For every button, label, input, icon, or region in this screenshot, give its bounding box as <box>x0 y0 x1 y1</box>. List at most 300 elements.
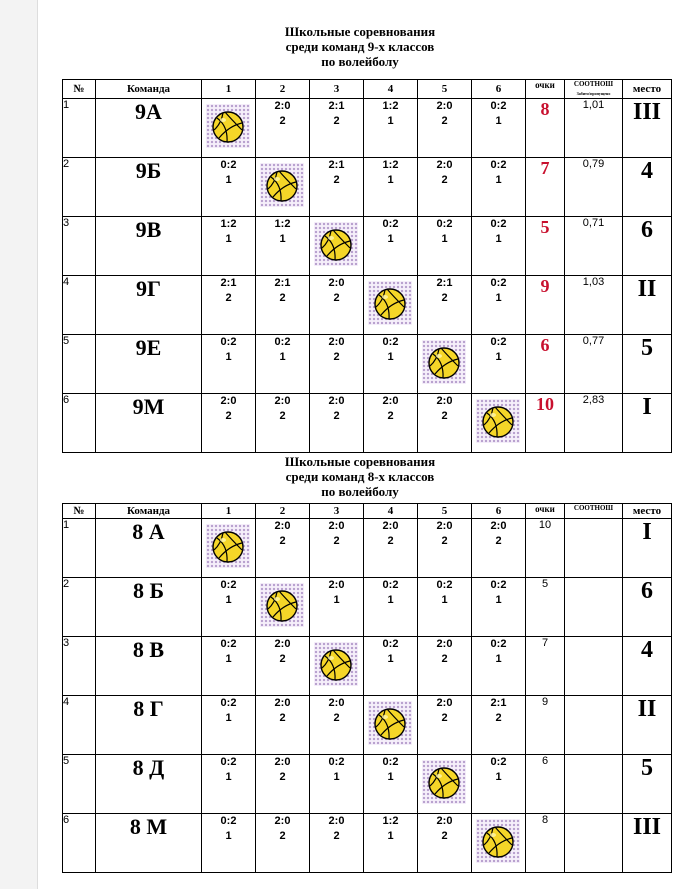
match-score: 2:0 <box>436 697 453 709</box>
match-score-cell <box>364 637 418 696</box>
row-number: 3 <box>63 217 96 276</box>
table-row <box>63 696 672 755</box>
match-score: 0:2 <box>490 159 507 171</box>
final-place: I <box>623 519 672 578</box>
match-score: 2:0 <box>436 520 453 532</box>
table-row <box>63 519 672 578</box>
self-match-cell <box>364 696 418 755</box>
match-score-cell <box>202 578 256 637</box>
match-points: 1 <box>225 594 232 606</box>
match-points: 2 <box>441 653 448 665</box>
self-match-cell <box>310 217 364 276</box>
match-points: 1 <box>495 771 502 783</box>
title-line: Школьные соревнования <box>284 454 436 469</box>
total-points: 5 <box>526 217 565 276</box>
header-col-2 <box>256 504 310 519</box>
row-number: 6 <box>63 394 96 453</box>
total-points: 10 <box>526 519 565 578</box>
header-col-5 <box>418 80 472 99</box>
title-line: среди команд 9-х классов <box>285 39 435 54</box>
match-score-cell <box>364 578 418 637</box>
match-score: 2:0 <box>328 697 345 709</box>
header-ratio <box>565 80 623 99</box>
match-score: 0:2 <box>382 638 399 650</box>
match-score: 0:2 <box>490 579 507 591</box>
match-score: 1:2 <box>382 159 399 171</box>
match-score: 0:2 <box>490 638 507 650</box>
match-score: 2:1 <box>220 277 237 289</box>
table-row <box>63 637 672 696</box>
final-place: 5 <box>623 755 672 814</box>
volleyball-icon <box>260 163 304 207</box>
match-points: 1 <box>387 351 394 363</box>
match-points: 1 <box>333 771 340 783</box>
match-score-cell <box>202 696 256 755</box>
table1-standings <box>62 79 672 453</box>
table-row <box>63 335 672 394</box>
row-number: 1 <box>63 99 96 158</box>
match-points: 2 <box>387 410 394 422</box>
header-col-4 <box>364 80 418 99</box>
match-points: 2 <box>279 771 286 783</box>
match-score: 0:2 <box>490 336 507 348</box>
match-score-cell <box>418 578 472 637</box>
match-score: 0:2 <box>220 159 237 171</box>
volleyball-icon <box>314 642 358 686</box>
header-num <box>63 80 96 99</box>
header-place-label: место <box>632 82 662 95</box>
match-points: 2 <box>279 830 286 842</box>
match-score: 1:2 <box>274 218 291 230</box>
header-col-2 <box>256 80 310 99</box>
table-row <box>63 276 672 335</box>
volleyball-icon <box>260 583 304 627</box>
match-points: 1 <box>279 233 286 245</box>
match-score: 2:0 <box>328 395 345 407</box>
match-points: 1 <box>279 351 286 363</box>
match-score: 2:0 <box>436 395 453 407</box>
team-name: 8 Д <box>96 755 202 814</box>
match-score: 0:2 <box>220 815 237 827</box>
header-col-5 <box>418 504 472 519</box>
match-points: 2 <box>225 292 232 304</box>
final-place: III <box>623 814 672 873</box>
match-score: 0:2 <box>490 756 507 768</box>
match-score-cell <box>418 276 472 335</box>
header-col-3 <box>310 504 364 519</box>
match-points: 1 <box>495 653 502 665</box>
header-col-1 <box>202 80 256 99</box>
row-number: 5 <box>63 755 96 814</box>
match-points: 1 <box>225 712 232 724</box>
header-col-6 <box>472 80 526 99</box>
match-points: 2 <box>441 830 448 842</box>
match-score: 0:2 <box>220 638 237 650</box>
match-score: 2:1 <box>328 100 345 112</box>
match-points: 2 <box>333 292 340 304</box>
match-score-cell <box>202 158 256 217</box>
match-score: 0:2 <box>382 336 399 348</box>
team-name: 9Г <box>96 276 202 335</box>
match-score-cell <box>256 814 310 873</box>
match-score: 2:0 <box>328 336 345 348</box>
header-row <box>63 80 672 99</box>
match-score: 0:2 <box>382 579 399 591</box>
match-score: 2:0 <box>274 395 291 407</box>
match-points: 2 <box>279 115 286 127</box>
header-row <box>63 504 672 519</box>
final-place: 6 <box>623 217 672 276</box>
header-col-6 <box>472 504 526 519</box>
match-score: 0:2 <box>220 336 237 348</box>
match-score-cell <box>256 755 310 814</box>
match-score: 2:1 <box>436 277 453 289</box>
match-score-cell <box>364 217 418 276</box>
row-number: 4 <box>63 276 96 335</box>
set-ratio <box>565 814 623 873</box>
match-score-cell <box>472 755 526 814</box>
match-score-cell <box>256 394 310 453</box>
table-row <box>63 578 672 637</box>
set-ratio: 0,77 <box>565 335 623 394</box>
header-col-6-label: 6 <box>495 82 502 95</box>
row-number: 2 <box>63 158 96 217</box>
header-col-3-label: 3 <box>333 504 340 517</box>
match-points: 1 <box>495 594 502 606</box>
match-points: 1 <box>387 771 394 783</box>
table-row <box>63 217 672 276</box>
match-points: 1 <box>495 115 502 127</box>
match-score-cell <box>310 519 364 578</box>
match-score-cell <box>202 335 256 394</box>
match-score-cell <box>364 394 418 453</box>
header-col-4-label: 4 <box>387 82 394 95</box>
table-row <box>63 158 672 217</box>
match-score-cell <box>256 335 310 394</box>
header-ratio-label: СООТНОШ <box>573 504 614 512</box>
table-row <box>63 99 672 158</box>
self-match-cell <box>310 637 364 696</box>
match-points: 1 <box>387 233 394 245</box>
header-col-5-label: 5 <box>441 82 448 95</box>
header-place <box>623 504 672 519</box>
set-ratio <box>565 755 623 814</box>
match-score: 0:2 <box>382 218 399 230</box>
match-score: 2:0 <box>274 638 291 650</box>
match-score-cell <box>472 158 526 217</box>
match-points: 2 <box>333 712 340 724</box>
match-score-cell <box>364 755 418 814</box>
match-score-cell <box>310 276 364 335</box>
match-score: 2:0 <box>274 100 291 112</box>
match-points: 2 <box>495 712 502 724</box>
final-place: 6 <box>623 578 672 637</box>
header-points <box>526 80 565 99</box>
header-team-label: Команда <box>126 504 171 517</box>
match-score: 2:0 <box>382 520 399 532</box>
set-ratio: 1,01 <box>565 99 623 158</box>
match-points: 2 <box>441 174 448 186</box>
total-points: 10 <box>526 394 565 453</box>
match-score-cell <box>202 217 256 276</box>
header-ratio-sub: Забито/пропущено <box>576 91 611 96</box>
match-score-cell <box>202 394 256 453</box>
volleyball-icon <box>368 701 412 745</box>
match-points: 2 <box>495 535 502 547</box>
match-points: 2 <box>441 115 448 127</box>
title-line: среди команд 8-х классов <box>285 469 435 484</box>
self-match-cell <box>256 158 310 217</box>
match-score: 2:0 <box>220 395 237 407</box>
team-name: 8 Г <box>96 696 202 755</box>
self-match-cell <box>364 276 418 335</box>
final-place: I <box>623 394 672 453</box>
total-points: 9 <box>526 696 565 755</box>
header-col-3 <box>310 80 364 99</box>
match-score-cell <box>256 99 310 158</box>
match-points: 1 <box>495 351 502 363</box>
match-score-cell <box>310 696 364 755</box>
match-score-cell <box>418 158 472 217</box>
match-points: 2 <box>333 830 340 842</box>
match-score-cell <box>472 578 526 637</box>
volleyball-icon <box>476 819 520 863</box>
match-points: 1 <box>495 174 502 186</box>
row-number: 4 <box>63 696 96 755</box>
volleyball-icon <box>476 399 520 443</box>
match-score-cell <box>256 637 310 696</box>
self-match-cell <box>256 578 310 637</box>
row-number: 6 <box>63 814 96 873</box>
match-score-cell <box>418 814 472 873</box>
header-col-4-label: 4 <box>387 504 394 517</box>
match-score-cell <box>472 637 526 696</box>
total-points: 6 <box>526 755 565 814</box>
header-place-label: место <box>632 504 662 517</box>
match-score: 2:0 <box>436 638 453 650</box>
match-points: 2 <box>333 410 340 422</box>
total-points: 5 <box>526 578 565 637</box>
match-points: 1 <box>387 115 394 127</box>
match-score-cell <box>472 696 526 755</box>
match-score: 2:0 <box>436 100 453 112</box>
set-ratio: 1,03 <box>565 276 623 335</box>
match-points: 2 <box>441 535 448 547</box>
match-score-cell <box>418 637 472 696</box>
match-score: 2:1 <box>274 277 291 289</box>
header-place <box>623 80 672 99</box>
match-score: 2:0 <box>274 697 291 709</box>
match-score: 0:2 <box>490 218 507 230</box>
match-score: 0:2 <box>220 579 237 591</box>
table2-standings <box>62 503 672 873</box>
set-ratio <box>565 637 623 696</box>
match-score-cell <box>418 217 472 276</box>
header-col-3-label: 3 <box>333 82 340 95</box>
table-row <box>63 394 672 453</box>
match-score-cell <box>202 276 256 335</box>
header-num-label: № <box>73 82 85 95</box>
total-points: 7 <box>526 158 565 217</box>
match-points: 2 <box>387 535 394 547</box>
header-points <box>526 504 565 519</box>
match-score-cell <box>310 578 364 637</box>
final-place: 4 <box>623 158 672 217</box>
total-points: 7 <box>526 637 565 696</box>
team-name: 8 М <box>96 814 202 873</box>
team-name: 9А <box>96 99 202 158</box>
match-score-cell <box>472 217 526 276</box>
title-line: Школьные соревнования <box>284 24 436 39</box>
self-match-cell <box>418 755 472 814</box>
match-points: 2 <box>333 115 340 127</box>
match-score: 2:0 <box>274 815 291 827</box>
match-points: 1 <box>387 830 394 842</box>
header-col-2-label: 2 <box>279 504 286 517</box>
header-col-2-label: 2 <box>279 82 286 95</box>
match-score-cell <box>256 276 310 335</box>
table-row <box>63 755 672 814</box>
match-score-cell <box>364 158 418 217</box>
match-score: 0:2 <box>382 756 399 768</box>
match-score-cell <box>418 696 472 755</box>
total-points: 6 <box>526 335 565 394</box>
match-score-cell <box>310 814 364 873</box>
match-score-cell <box>472 276 526 335</box>
team-name: 9В <box>96 217 202 276</box>
header-team-label: Команда <box>126 82 171 95</box>
total-points: 8 <box>526 814 565 873</box>
match-score: 0:2 <box>436 218 453 230</box>
match-score-cell <box>256 519 310 578</box>
team-name: 9М <box>96 394 202 453</box>
volleyball-icon <box>422 340 466 384</box>
header-team <box>96 504 202 519</box>
header-points-label: очки <box>535 504 555 514</box>
header-team <box>96 80 202 99</box>
table-row <box>63 814 672 873</box>
match-points: 1 <box>225 771 232 783</box>
final-place: 4 <box>623 637 672 696</box>
match-score: 2:0 <box>274 520 291 532</box>
match-score: 0:2 <box>328 756 345 768</box>
volleyball-icon <box>314 222 358 266</box>
team-name: 8 Б <box>96 578 202 637</box>
match-points: 2 <box>333 351 340 363</box>
match-score: 0:2 <box>490 100 507 112</box>
match-points: 2 <box>279 292 286 304</box>
match-score-cell <box>364 99 418 158</box>
document-page <box>37 0 681 889</box>
match-score-cell <box>310 394 364 453</box>
header-num-label: № <box>73 504 85 517</box>
table1-title <box>38 24 681 69</box>
header-ratio <box>565 504 623 519</box>
match-score: 0:2 <box>220 697 237 709</box>
set-ratio <box>565 578 623 637</box>
header-col-1-label: 1 <box>225 504 232 517</box>
match-points: 1 <box>225 174 232 186</box>
header-ratio-label: СООТНОШ <box>573 80 614 88</box>
match-points: 2 <box>441 292 448 304</box>
final-place: II <box>623 276 672 335</box>
match-score: 2:1 <box>328 159 345 171</box>
match-score-cell <box>418 394 472 453</box>
row-number: 3 <box>63 637 96 696</box>
match-points: 2 <box>441 712 448 724</box>
set-ratio: 0,71 <box>565 217 623 276</box>
match-score: 0:2 <box>490 277 507 289</box>
header-col-1-label: 1 <box>225 82 232 95</box>
match-score-cell <box>310 158 364 217</box>
match-score-cell <box>418 519 472 578</box>
header-col-4 <box>364 504 418 519</box>
match-score-cell <box>364 335 418 394</box>
title-line: по волейболу <box>321 484 399 499</box>
row-number: 5 <box>63 335 96 394</box>
match-score-cell <box>472 99 526 158</box>
match-points: 1 <box>333 594 340 606</box>
match-points: 1 <box>387 174 394 186</box>
match-score-cell <box>364 814 418 873</box>
set-ratio <box>565 696 623 755</box>
final-place: 5 <box>623 335 672 394</box>
self-match-cell <box>472 814 526 873</box>
match-points: 2 <box>279 410 286 422</box>
row-number: 1 <box>63 519 96 578</box>
self-match-cell <box>418 335 472 394</box>
match-score: 0:2 <box>274 336 291 348</box>
match-score-cell <box>472 335 526 394</box>
match-points: 1 <box>225 351 232 363</box>
volleyball-icon <box>206 104 250 148</box>
match-score: 2:0 <box>328 520 345 532</box>
table2-title <box>38 454 681 499</box>
team-name: 9Е <box>96 335 202 394</box>
match-score: 2:0 <box>328 815 345 827</box>
set-ratio: 2,83 <box>565 394 623 453</box>
match-points: 1 <box>441 594 448 606</box>
match-score: 1:2 <box>382 815 399 827</box>
header-num <box>63 504 96 519</box>
match-points: 1 <box>387 594 394 606</box>
header-col-6-label: 6 <box>495 504 502 517</box>
match-score: 1:2 <box>220 218 237 230</box>
match-score: 2:0 <box>382 395 399 407</box>
match-score-cell <box>256 696 310 755</box>
volleyball-icon <box>206 524 250 568</box>
final-place: III <box>623 99 672 158</box>
team-name: 9Б <box>96 158 202 217</box>
volleyball-icon <box>422 760 466 804</box>
match-points: 2 <box>225 410 232 422</box>
match-points: 1 <box>495 292 502 304</box>
set-ratio <box>565 519 623 578</box>
row-number: 2 <box>63 578 96 637</box>
header-points-label: очки <box>535 80 555 90</box>
volleyball-icon <box>368 281 412 325</box>
match-score: 0:2 <box>436 579 453 591</box>
self-match-cell <box>202 99 256 158</box>
match-score: 2:0 <box>436 159 453 171</box>
header-col-5-label: 5 <box>441 504 448 517</box>
match-score: 2:1 <box>490 697 507 709</box>
match-points: 2 <box>279 712 286 724</box>
match-score: 0:2 <box>220 756 237 768</box>
match-score: 2:0 <box>328 579 345 591</box>
match-score-cell <box>472 519 526 578</box>
match-points: 1 <box>441 233 448 245</box>
